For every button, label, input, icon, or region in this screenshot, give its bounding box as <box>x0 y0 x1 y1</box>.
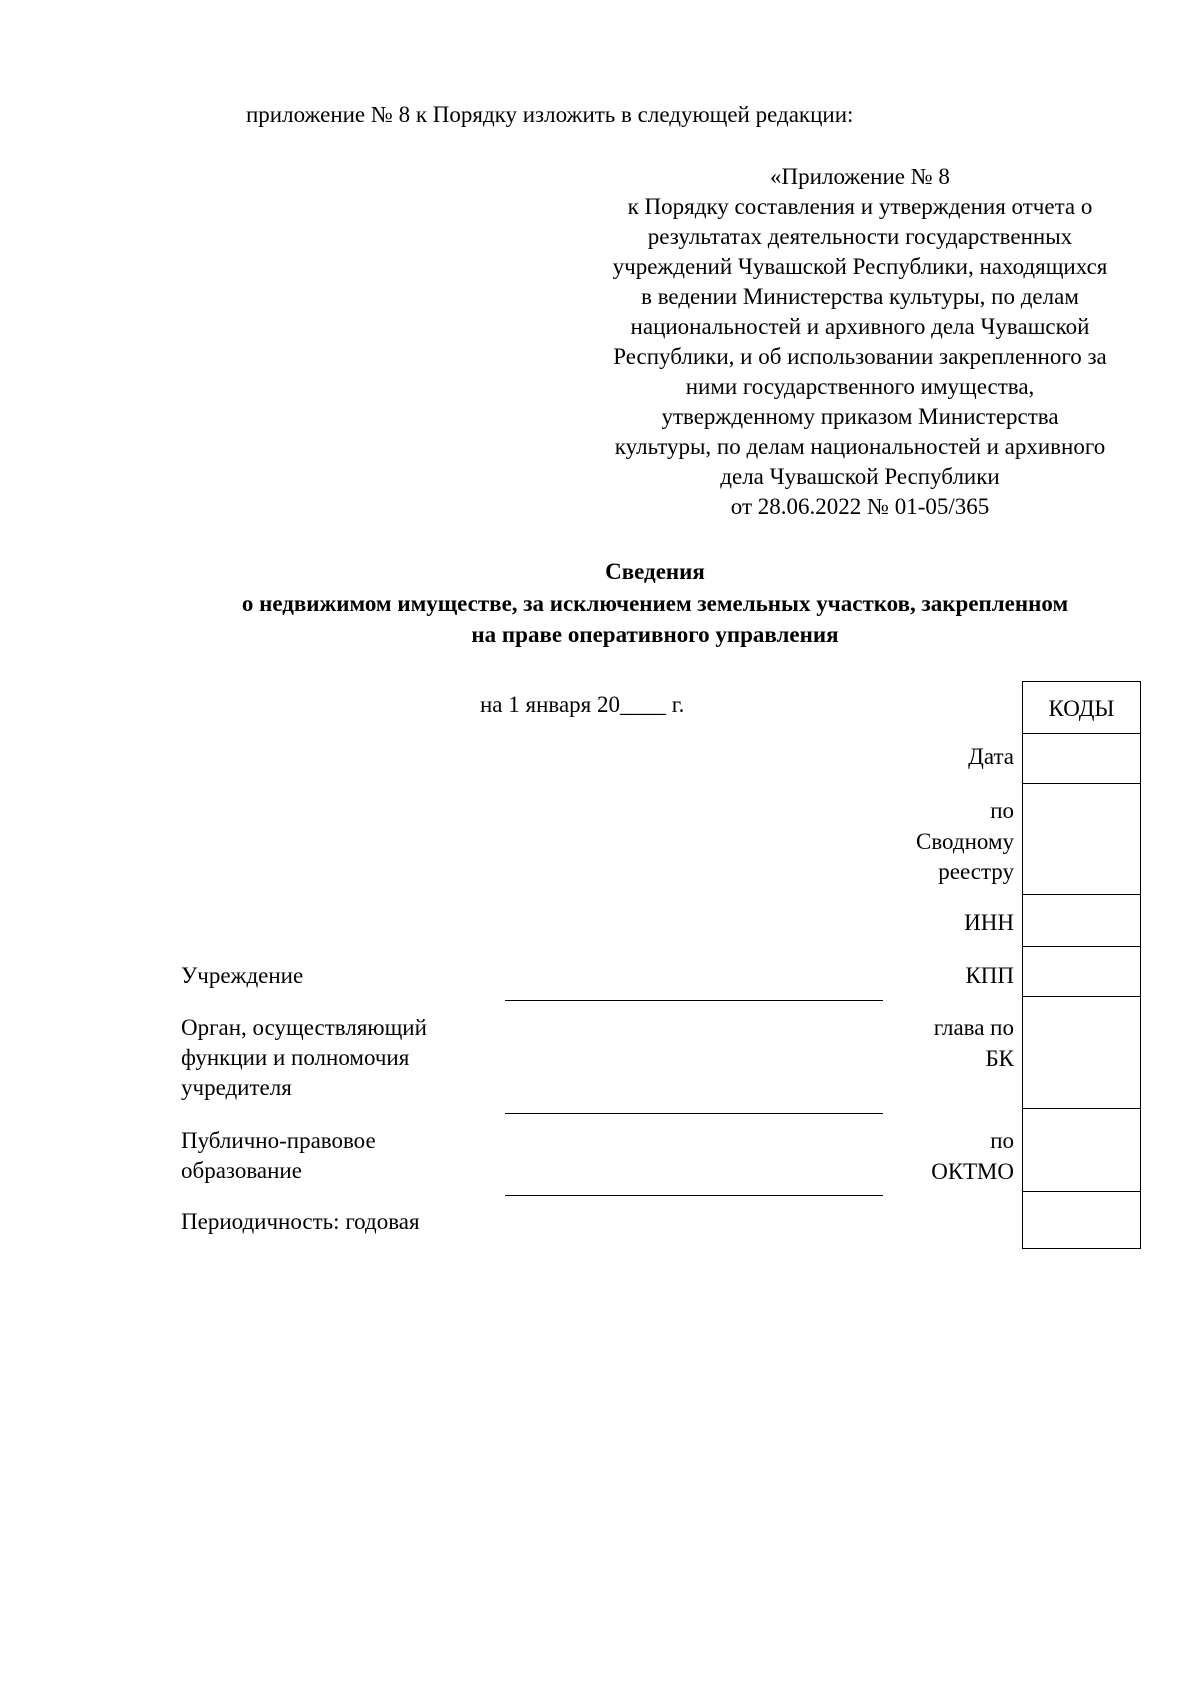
document-heading <box>0 556 1200 651</box>
appendix-line: в ведении Министерства культуры, по делам <box>641 284 1079 309</box>
appendix-line: ними государственного имущества, <box>685 374 1035 399</box>
heading-subtitle-line: о недвижимом имуществе, за исключением земельных участков, закрепленном <box>241 590 1069 616</box>
appendix-line: от 28.06.2022 № 01-05/365 <box>730 494 990 519</box>
field-label-line: функции и полномочия <box>181 1045 410 1070</box>
codes-header: КОДЫ <box>1048 696 1115 721</box>
code-label-line: по <box>990 1128 1014 1153</box>
appendix-line: национальностей и архивного дела Чувашской <box>630 314 1090 339</box>
code-label-line: ОКТМО <box>931 1158 1014 1184</box>
heading-subtitle-line: на праве оперативного управления <box>471 622 839 647</box>
code-label-line: БК <box>985 1045 1014 1071</box>
code-label-svod-reestr <box>916 796 1014 888</box>
appendix-line: результатах деятельности государственных <box>647 224 1073 249</box>
code-label-line: реестру <box>938 859 1014 884</box>
codes-divider <box>1023 1191 1140 1192</box>
appendix-block <box>560 162 1160 522</box>
field-label-line: учредителя <box>181 1075 292 1100</box>
field-label-periodicity: Периодичность: годовая <box>181 1209 420 1234</box>
code-label-line: глава по <box>933 1015 1014 1040</box>
codes-divider <box>1023 733 1140 734</box>
codes-divider <box>1023 996 1140 997</box>
public-entity-fill-line <box>505 1195 883 1196</box>
code-label-glava-bk <box>934 1013 1014 1074</box>
field-label-line: Публично-правовое <box>181 1128 376 1153</box>
field-label-institution: Учреждение <box>181 963 304 988</box>
field-label-line: образование <box>181 1158 302 1183</box>
field-label-founder <box>181 1013 427 1103</box>
report-date-line: на 1 января 20____ г. <box>480 692 685 717</box>
founder-fill-line <box>505 1113 883 1114</box>
codes-divider <box>1023 894 1140 895</box>
field-label-line: Орган, осуществляющий <box>181 1015 427 1040</box>
codes-divider <box>1023 946 1140 947</box>
code-label-kpp: КПП <box>965 963 1014 988</box>
intro-text: приложение № 8 к Порядку изложить в следующей редакции: <box>246 102 854 127</box>
institution-fill-line <box>505 1000 883 1001</box>
field-label-public-entity <box>181 1126 376 1186</box>
code-label-inn: ИНН <box>964 910 1014 935</box>
heading-title: Сведения <box>605 559 705 584</box>
codes-divider <box>1023 1108 1140 1109</box>
code-label-line: по <box>990 798 1014 823</box>
appendix-line: учреждений Чувашской Республики, находящихся <box>612 254 1108 279</box>
code-label-date: Дата <box>968 744 1014 769</box>
appendix-line: к Порядку составления и утверждения отчета о <box>627 194 1093 219</box>
codes-table <box>1022 681 1141 1249</box>
appendix-line: дела Чувашской Республики <box>720 464 1000 489</box>
code-label-line: Сводному <box>915 828 1014 854</box>
appendix-line: «Приложение № 8 <box>770 164 950 189</box>
appendix-line: Республики, и об использовании закрепленного за <box>613 344 1107 369</box>
appendix-line: утвержденному приказом Министерства <box>661 404 1059 429</box>
code-label-oktmo <box>931 1126 1014 1187</box>
codes-divider <box>1023 783 1140 784</box>
appendix-line: культуры, по делам национальностей и архивного <box>614 434 1106 459</box>
